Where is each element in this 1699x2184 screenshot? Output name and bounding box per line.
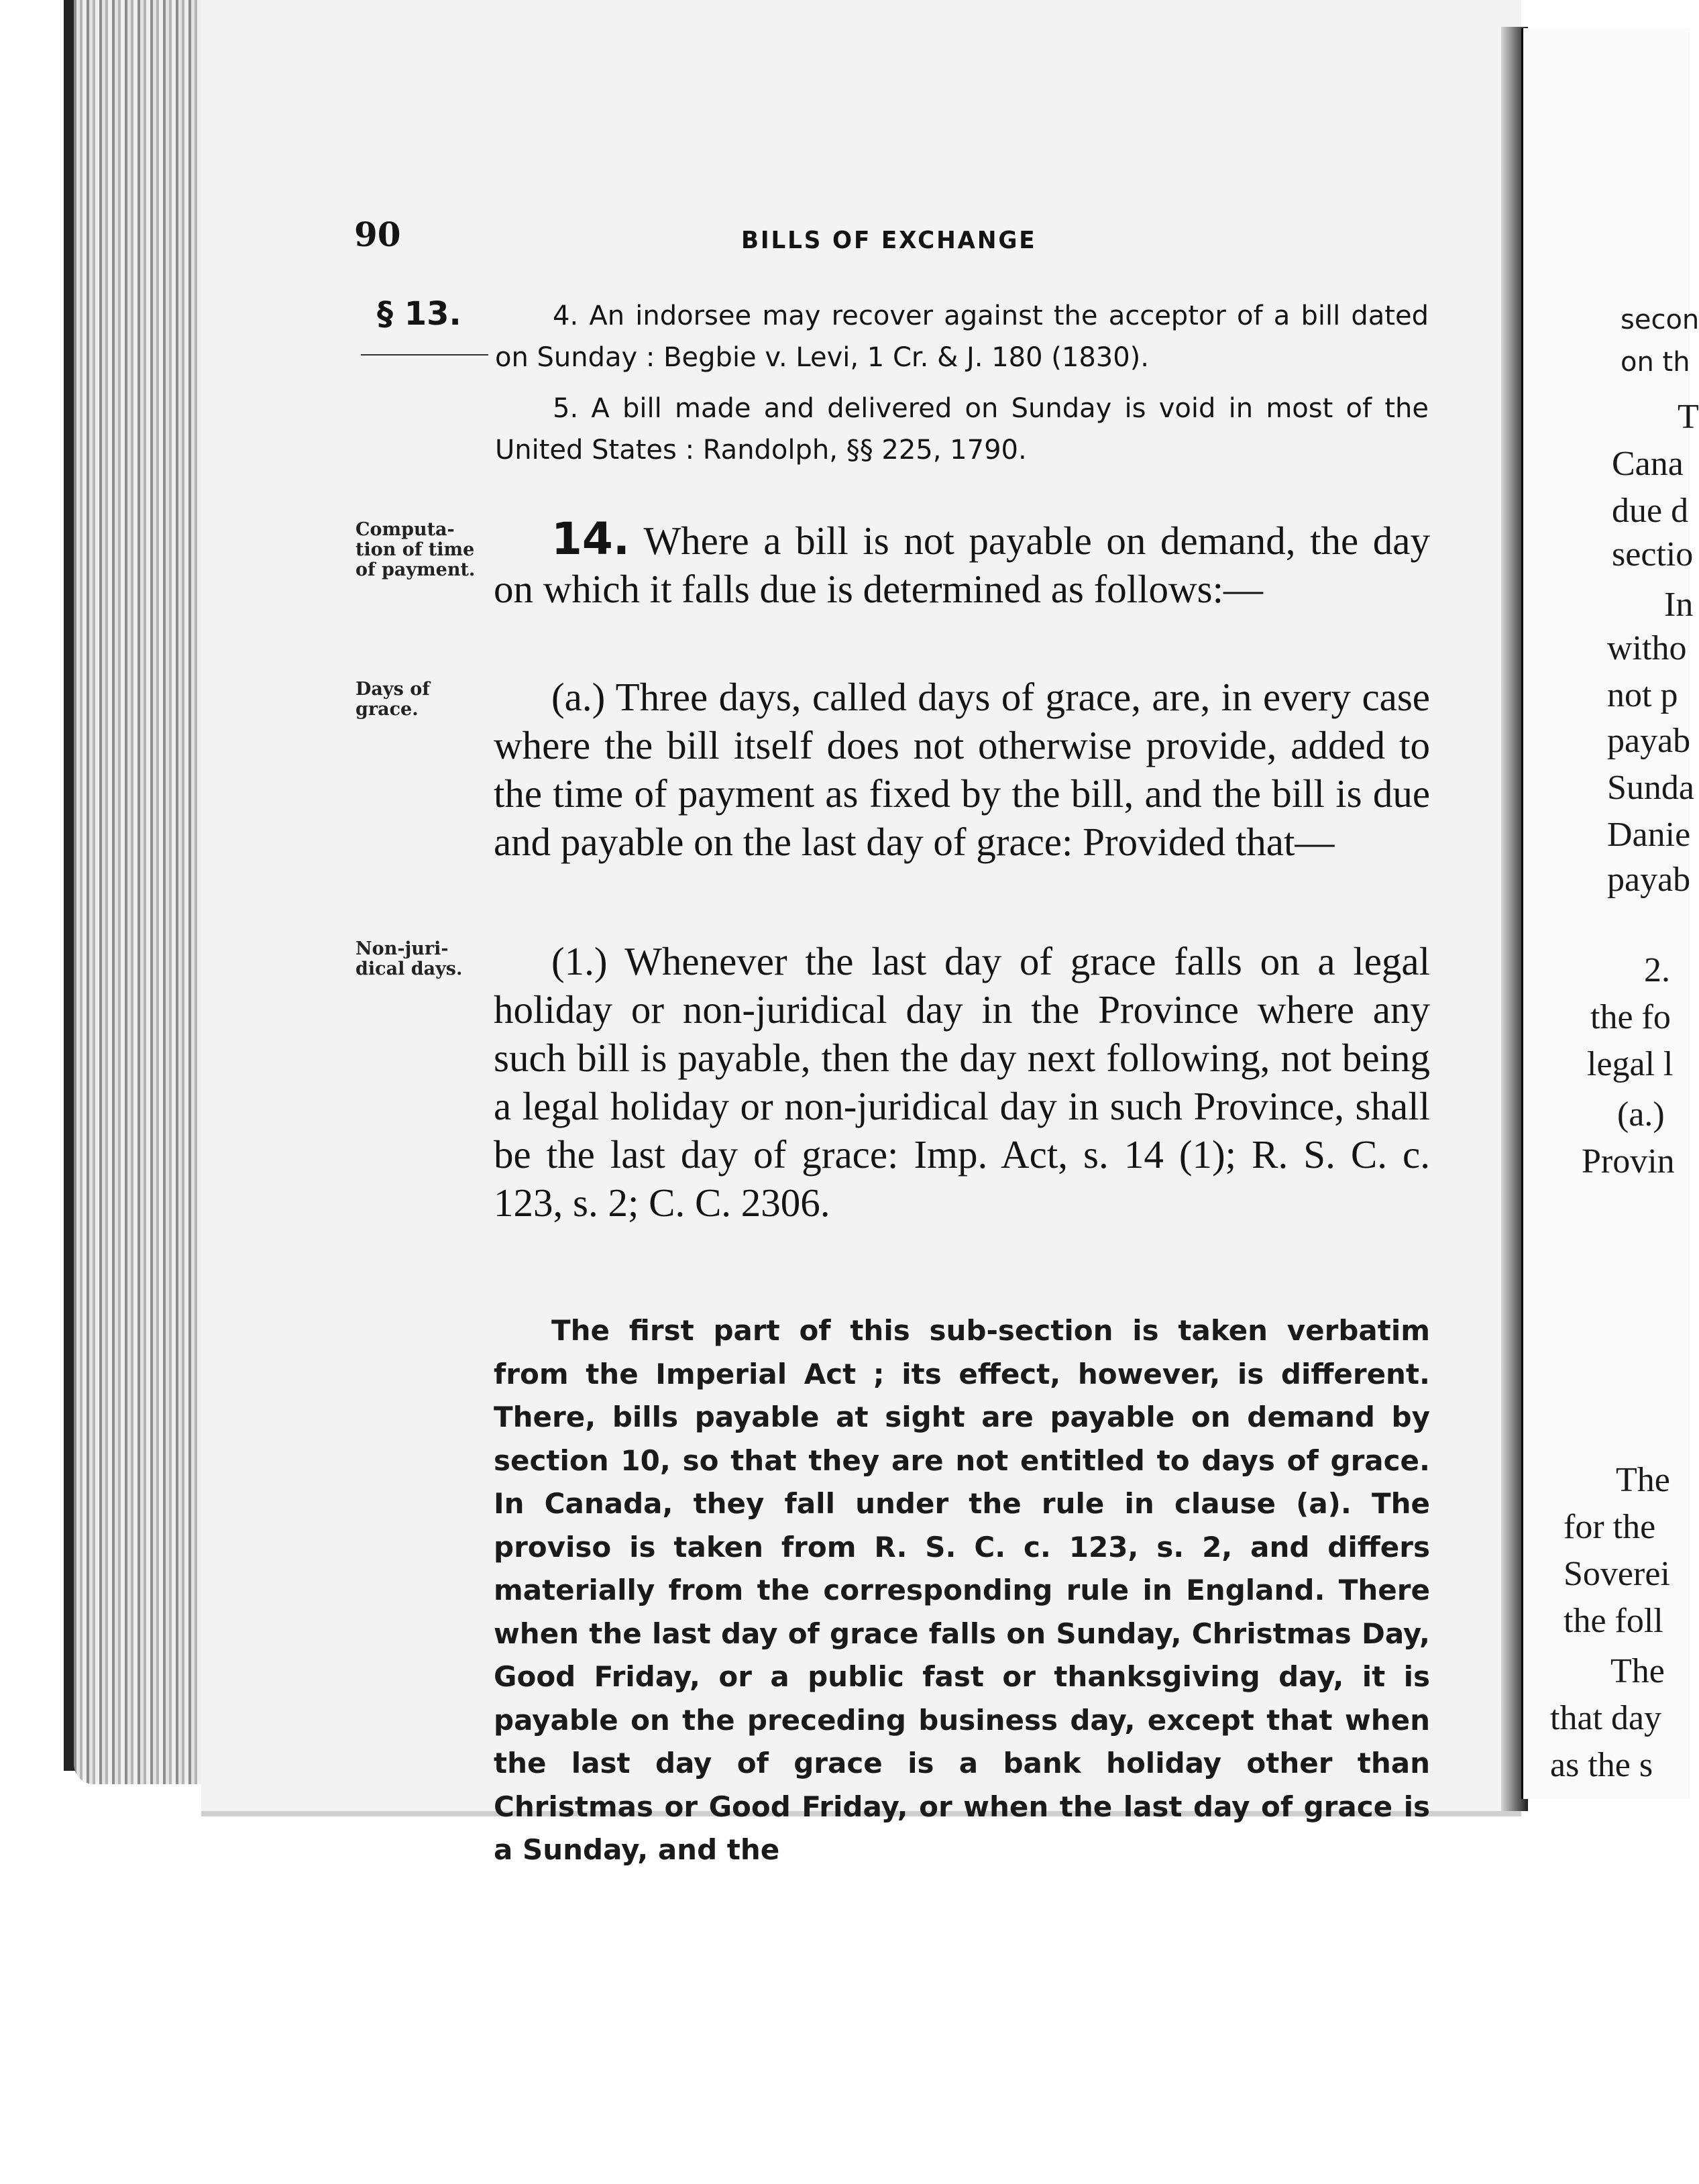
right-fragment: legal l [1587,1045,1674,1083]
running-head: BILLS OF EXCHANGE [741,227,1037,254]
right-fragment: Cana [1612,445,1684,483]
right-fragment: witho [1607,629,1687,667]
right-fragment: due d [1612,492,1689,530]
right-fragment: The [1616,1461,1670,1499]
right-fragment: Danie [1607,816,1691,854]
commentary-paragraph: The first part of this sub-section is taken verbatim from the Imperial Act ; its effect, however, is different. There, bills payable at sight are payable on demand by section 10, so that they are not entitled to days of grace. In Canada, they fall under the rule in clause (a). The proviso is taken from R. S. C. c. 123, s. 2, and differs materially from the corresponding rule in England. There when the last day of grace falls on Sunday, Christmas Day, Good Friday, or a public fast or thanksgiving day, it is payable on the preceding business day, except that when the last day of grace is a bank holiday other than Christmas or Good Friday, or when the last day of grace is a Sunday, and the [494,1314,1430,1866]
section-14-intro: 14. Where a bill is not payable on demand, the day on which it falls due is determined as follows:— [494,513,1430,611]
margin-note-days-of-grace: Days of grace. [355,679,430,720]
clause-a: (a.) Three days, called days of grace, are, in every case where the bill itself does not otherwise provide, added to the time of payment as fixed by the bill, and the bill is due and payable on the last day of grace: Provided that— [494,675,1430,864]
right-fragment: T [1678,398,1699,436]
right-fragment: on th [1621,347,1690,378]
right-fragment: Soverei [1564,1555,1670,1593]
right-fragment: as the s [1550,1746,1653,1784]
right-fragment: that day [1550,1699,1662,1737]
section-number: 14. [551,513,630,565]
section-rule [361,354,488,356]
right-fragment: In [1664,586,1694,624]
page-number: 90 [354,215,401,254]
margin-note-non-juridical: Non-juri-dical days. [355,938,463,979]
margin-note-computation: Computa-tion of time of payment. [355,519,476,580]
right-fragment: Provin [1582,1142,1675,1181]
right-page-cropped [1521,28,1699,1799]
right-fragment: not p [1607,676,1678,714]
right-fragment: sectio [1612,535,1694,574]
right-fragment: the fo [1590,998,1671,1036]
right-fragment: 2. [1644,951,1670,989]
right-fragment: The [1610,1652,1665,1690]
footnote-5: 5. A bill made and delivered on Sunday is void in most of the United States : Randolph, §§ 225, 1790. [495,393,1429,466]
footnote-4: 4. An indorsee may recover against the acceptor of a bill dated on Sunday : Begbie v. Levi, 1 Cr. & J. 180 (1830). [495,301,1429,373]
section-mark: § 13. [377,295,461,333]
right-fragment: secon [1621,305,1699,335]
right-fragment: payab [1607,861,1691,899]
right-fragment: the foll [1564,1602,1663,1640]
right-fragment: (a.) [1617,1095,1665,1134]
right-fragment: payab [1607,722,1691,760]
clause-1: (1.) Whenever the last day of grace falls on a legal holiday or non-juridical day in the Province where any such bill is payable, then the day next following, not being a legal holiday or non-juridical day in such Province, shall be the last day of grace: Imp. Act, s. 14 (1); R. S. C. c. 123, s. 2; C. C. 2306. [494,939,1430,1225]
right-fragment: Sunda [1607,769,1694,807]
right-fragment: for the [1564,1508,1656,1546]
